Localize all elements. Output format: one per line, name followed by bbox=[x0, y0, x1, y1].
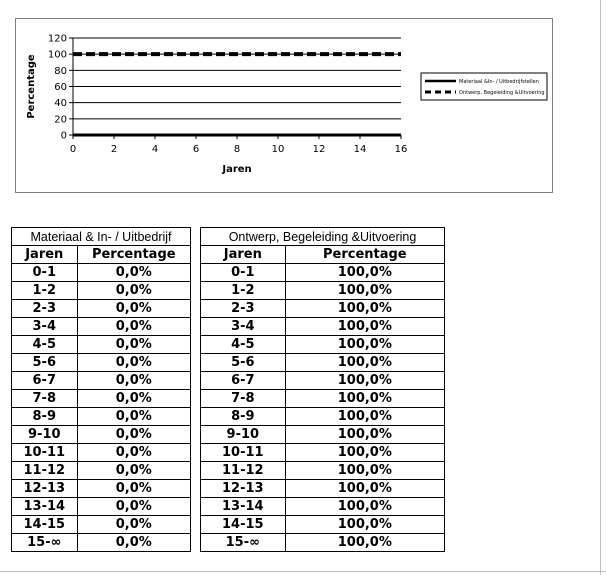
cell-jaren: 9-10 bbox=[12, 426, 78, 444]
table-row bbox=[12, 444, 191, 462]
cell-percentage: 0,0% bbox=[77, 498, 190, 516]
cell-percentage: 0,0% bbox=[77, 444, 190, 462]
table-row bbox=[201, 300, 445, 318]
column-header-percentage: Percentage bbox=[77, 246, 190, 264]
x-tick-label: 2 bbox=[110, 144, 118, 155]
cell-jaren: 1-2 bbox=[201, 282, 286, 300]
table-row bbox=[201, 498, 445, 516]
y-tick-label: 80 bbox=[54, 65, 67, 77]
cell-jaren: 6-7 bbox=[201, 372, 286, 390]
cell-percentage: 0,0% bbox=[77, 408, 190, 426]
table-row bbox=[201, 444, 445, 462]
cell-percentage: 100,0% bbox=[285, 390, 444, 408]
table-row bbox=[12, 498, 191, 516]
x-tick-label: 8 bbox=[233, 144, 241, 155]
table-row bbox=[201, 264, 445, 282]
table-row bbox=[12, 282, 191, 300]
table-row bbox=[201, 318, 445, 336]
table-row bbox=[12, 390, 191, 408]
table-row bbox=[201, 372, 445, 390]
cell-jaren: 3-4 bbox=[201, 318, 286, 336]
cell-jaren: 5-6 bbox=[201, 354, 286, 372]
table-row bbox=[12, 534, 191, 552]
page-edge-right bbox=[600, 0, 601, 575]
cell-percentage: 100,0% bbox=[285, 498, 444, 516]
cell-percentage: 0,0% bbox=[77, 282, 190, 300]
cell-jaren: 4-5 bbox=[201, 336, 286, 354]
table-caption: Materiaal & In- / Uitbedrijf bbox=[12, 228, 191, 246]
cell-jaren: 4-5 bbox=[12, 336, 78, 354]
table-row bbox=[12, 300, 191, 318]
cell-percentage: 100,0% bbox=[285, 300, 444, 318]
cell-jaren: 11-12 bbox=[12, 462, 78, 480]
table-row bbox=[201, 390, 445, 408]
cell-percentage: 100,0% bbox=[285, 372, 444, 390]
x-tick-label: 10 bbox=[271, 144, 285, 155]
table-row bbox=[12, 372, 191, 390]
cell-percentage: 0,0% bbox=[77, 300, 190, 318]
cell-jaren: 8-9 bbox=[12, 408, 78, 426]
cell-jaren: 3-4 bbox=[12, 318, 78, 336]
cell-percentage: 0,0% bbox=[77, 390, 190, 408]
cell-jaren: 7-8 bbox=[201, 390, 286, 408]
cell-percentage: 100,0% bbox=[285, 354, 444, 372]
x-axis-label: Jaren bbox=[222, 164, 252, 175]
cell-jaren: 2-3 bbox=[12, 300, 78, 318]
cell-jaren: 0-1 bbox=[12, 264, 78, 282]
cell-percentage: 0,0% bbox=[77, 516, 190, 534]
table-row bbox=[12, 336, 191, 354]
y-tick-label: 60 bbox=[54, 82, 67, 93]
table-row bbox=[201, 354, 445, 372]
cell-jaren: 12-13 bbox=[12, 480, 78, 498]
page-edge-bottom bbox=[0, 571, 606, 572]
x-tick-label: 6 bbox=[192, 144, 200, 155]
y-axis-label: Percentage bbox=[26, 54, 37, 119]
cell-jaren: 10-11 bbox=[201, 444, 286, 462]
table-row bbox=[12, 462, 191, 480]
cell-percentage: 0,0% bbox=[77, 426, 190, 444]
cell-jaren: 15-∞ bbox=[12, 534, 78, 552]
table-row bbox=[12, 480, 191, 498]
cell-percentage: 0,0% bbox=[77, 264, 190, 282]
table-row bbox=[201, 408, 445, 426]
table-ontwerp bbox=[200, 227, 445, 552]
cell-jaren: 9-10 bbox=[201, 426, 286, 444]
cell-jaren: 12-13 bbox=[201, 480, 286, 498]
cell-percentage: 100,0% bbox=[285, 282, 444, 300]
table-row bbox=[201, 480, 445, 498]
cell-percentage: 100,0% bbox=[285, 336, 444, 354]
cell-percentage: 0,0% bbox=[77, 336, 190, 354]
cell-jaren: 10-11 bbox=[12, 444, 78, 462]
table-row bbox=[12, 264, 191, 282]
cell-jaren: 8-9 bbox=[201, 408, 286, 426]
column-header-jaren: Jaren bbox=[201, 246, 286, 264]
table-row bbox=[201, 534, 445, 552]
table-row bbox=[12, 408, 191, 426]
legend-entry-1: Ontwerp, Begeleiding &Uitvoering bbox=[459, 90, 545, 96]
y-tick-label: 100 bbox=[47, 49, 67, 61]
chart-frame bbox=[15, 18, 553, 193]
y-tick-label: 120 bbox=[47, 33, 67, 45]
table-row bbox=[201, 462, 445, 480]
line-chart bbox=[16, 19, 552, 192]
cell-jaren: 14-15 bbox=[201, 516, 286, 534]
table-row bbox=[12, 354, 191, 372]
cell-jaren: 6-7 bbox=[12, 372, 78, 390]
cell-jaren: 13-14 bbox=[12, 498, 78, 516]
y-tick-label: 40 bbox=[54, 98, 67, 110]
x-tick-label: 16 bbox=[394, 144, 408, 155]
table-row bbox=[12, 426, 191, 444]
column-header-jaren: Jaren bbox=[12, 246, 78, 264]
cell-percentage: 0,0% bbox=[77, 534, 190, 552]
cell-percentage: 0,0% bbox=[77, 462, 190, 480]
cell-jaren: 13-14 bbox=[201, 498, 286, 516]
column-header-percentage: Percentage bbox=[285, 246, 444, 264]
cell-percentage: 100,0% bbox=[285, 408, 444, 426]
cell-percentage: 100,0% bbox=[285, 264, 444, 282]
table-row bbox=[12, 516, 191, 534]
cell-jaren: 14-15 bbox=[12, 516, 78, 534]
legend-entry-0: Materiaal &In- / Uitbedrijfstellen bbox=[459, 79, 539, 85]
x-tick-label: 4 bbox=[151, 144, 159, 155]
cell-jaren: 2-3 bbox=[201, 300, 286, 318]
cell-percentage: 0,0% bbox=[77, 318, 190, 336]
table-caption: Ontwerp, Begeleiding &Uitvoering bbox=[201, 228, 445, 246]
cell-percentage: 100,0% bbox=[285, 444, 444, 462]
table-materiaal bbox=[11, 227, 191, 552]
cell-percentage: 100,0% bbox=[285, 426, 444, 444]
table-row bbox=[201, 516, 445, 534]
x-tick-label: 12 bbox=[312, 144, 326, 155]
table-row bbox=[201, 426, 445, 444]
cell-percentage: 100,0% bbox=[285, 318, 444, 336]
cell-percentage: 0,0% bbox=[77, 354, 190, 372]
cell-jaren: 15-∞ bbox=[201, 534, 286, 552]
table-row bbox=[201, 282, 445, 300]
cell-percentage: 0,0% bbox=[77, 480, 190, 498]
cell-jaren: 5-6 bbox=[12, 354, 78, 372]
cell-jaren: 0-1 bbox=[201, 264, 286, 282]
cell-percentage: 100,0% bbox=[285, 462, 444, 480]
y-tick-label: 0 bbox=[60, 130, 67, 142]
x-tick-label: 0 bbox=[69, 144, 77, 155]
cell-percentage: 100,0% bbox=[285, 516, 444, 534]
table-row bbox=[201, 336, 445, 354]
x-tick-label: 14 bbox=[353, 144, 367, 155]
cell-jaren: 11-12 bbox=[201, 462, 286, 480]
cell-jaren: 7-8 bbox=[12, 390, 78, 408]
cell-percentage: 100,0% bbox=[285, 480, 444, 498]
cell-percentage: 100,0% bbox=[285, 534, 444, 552]
table-row bbox=[12, 318, 191, 336]
y-tick-label: 20 bbox=[54, 114, 67, 126]
cell-percentage: 0,0% bbox=[77, 372, 190, 390]
cell-jaren: 1-2 bbox=[12, 282, 78, 300]
